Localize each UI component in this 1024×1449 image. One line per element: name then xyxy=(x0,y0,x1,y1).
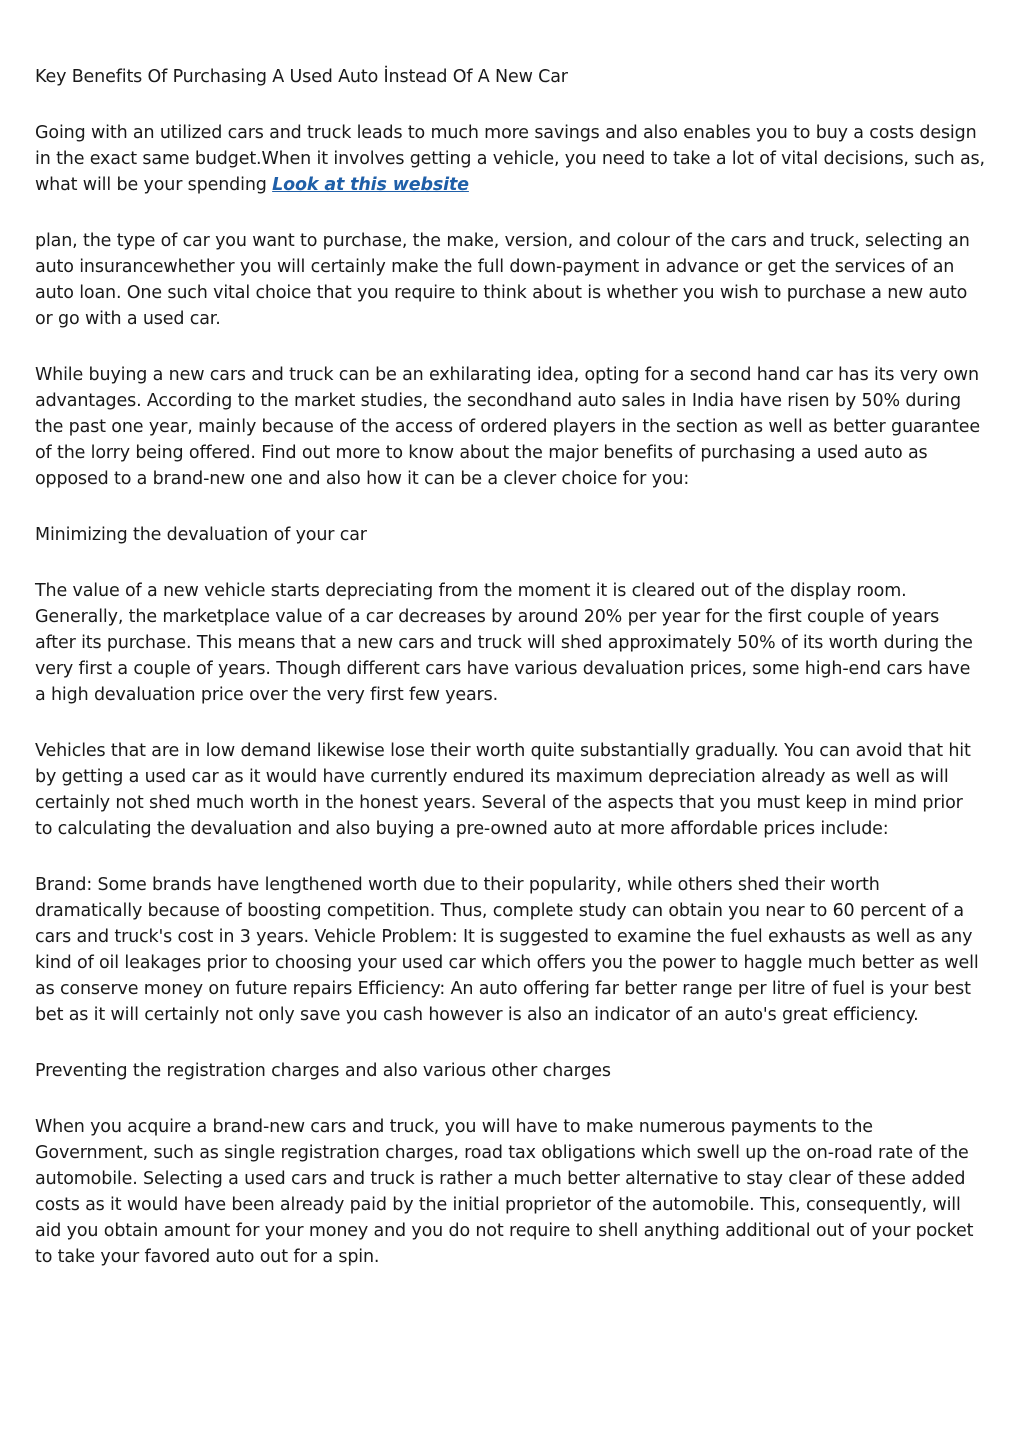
section-heading-registration: Preventing the registration charges and also various other charges xyxy=(35,1061,611,1081)
document-page xyxy=(35,64,985,1300)
intro-paragraph xyxy=(35,120,985,198)
paragraph-5: Vehicles that are in low demand likewise lose their worth quite substantially gradually. You can avoid that hit by getting a used car as it would have currently endured its maximum depreciation already as well as will certainly not shed much worth in the honest years. Several of the aspects that you must keep in mind prior to calculating the devaluation and also buying a pre-owned auto at more affordable prices include: xyxy=(35,741,971,839)
article-title: Key Benefits Of Purchasing A Used Auto İnstead Of A New Car xyxy=(35,67,568,87)
look-at-this-website-link[interactable]: Look at this website xyxy=(272,175,469,195)
paragraph-6: Brand: Some brands have lengthened worth due to their popularity, while others shed their worth dramatically because of boosting competition. Thus, complete study can obtain you near to 60 percent of a cars and truck's cost in 3 years. Vehicle Problem: It is suggested to examine the fuel exhausts as well as any kind of oil leakages prior to choosing your used car which offers you the power to haggle much better as well as conserve money on future repairs Efficiency: An auto offering far better range per litre of fuel is your best bet as it will certainly not only save you cash however is also an indicator of an auto's great efficiency. xyxy=(35,875,979,1025)
paragraph-4: The value of a new vehicle starts depreciating from the moment it is cleared out of the display room. Generally, the marketplace value of a car decreases by around 20% per year for the first couple of years after its purchase. This means that a new cars and truck will shed approximately 50% of its worth during the very first a couple of years. Though different cars have various devaluation prices, some high-end cars have a high devaluation price over the very first few years. xyxy=(35,581,973,705)
paragraph-7: When you acquire a brand-new cars and truck, you will have to make numerous payments to the Government, such as single registration charges, road tax obligations which swell up the on-road rate of the automobile. Selecting a used cars and truck is rather a much better alternative to stay clear of these added costs as it would have been already paid by the initial proprietor of the automobile. This, consequently, will aid you obtain amount for your money and you do not require to shell anything additional out of your pocket to take your favored auto out for a spin. xyxy=(35,1117,974,1267)
paragraph-3: While buying a new cars and truck can be an exhilarating idea, opting for a second hand car has its very own advantages. According to the market studies, the secondhand auto sales in India have risen by 50% during the past one year, mainly because of the access of ordered players in the section as well as better guarantee of the lorry being offered. Find out more to know about the major benefits of purchasing a used auto as opposed to a brand-new one and also how it can be a clever choice for you: xyxy=(35,365,980,489)
intro-text: Going with an utilized cars and truck leads to much more savings and also enables you to buy a costs design in the exact same budget.When it involves getting a vehicle, you need to take a lot of vital decisions, such as, what will be your spending xyxy=(35,123,985,195)
paragraph-2: plan, the type of car you want to purchase, the make, version, and colour of the cars and truck, selecting an auto insurancewhether you will certainly make the full down-payment in advance or get the services of an auto loan. One such vital choice that you require to think about is whether you wish to purchase a new auto or go with a used car. xyxy=(35,231,970,329)
section-heading-devaluation: Minimizing the devaluation of your car xyxy=(35,525,367,545)
